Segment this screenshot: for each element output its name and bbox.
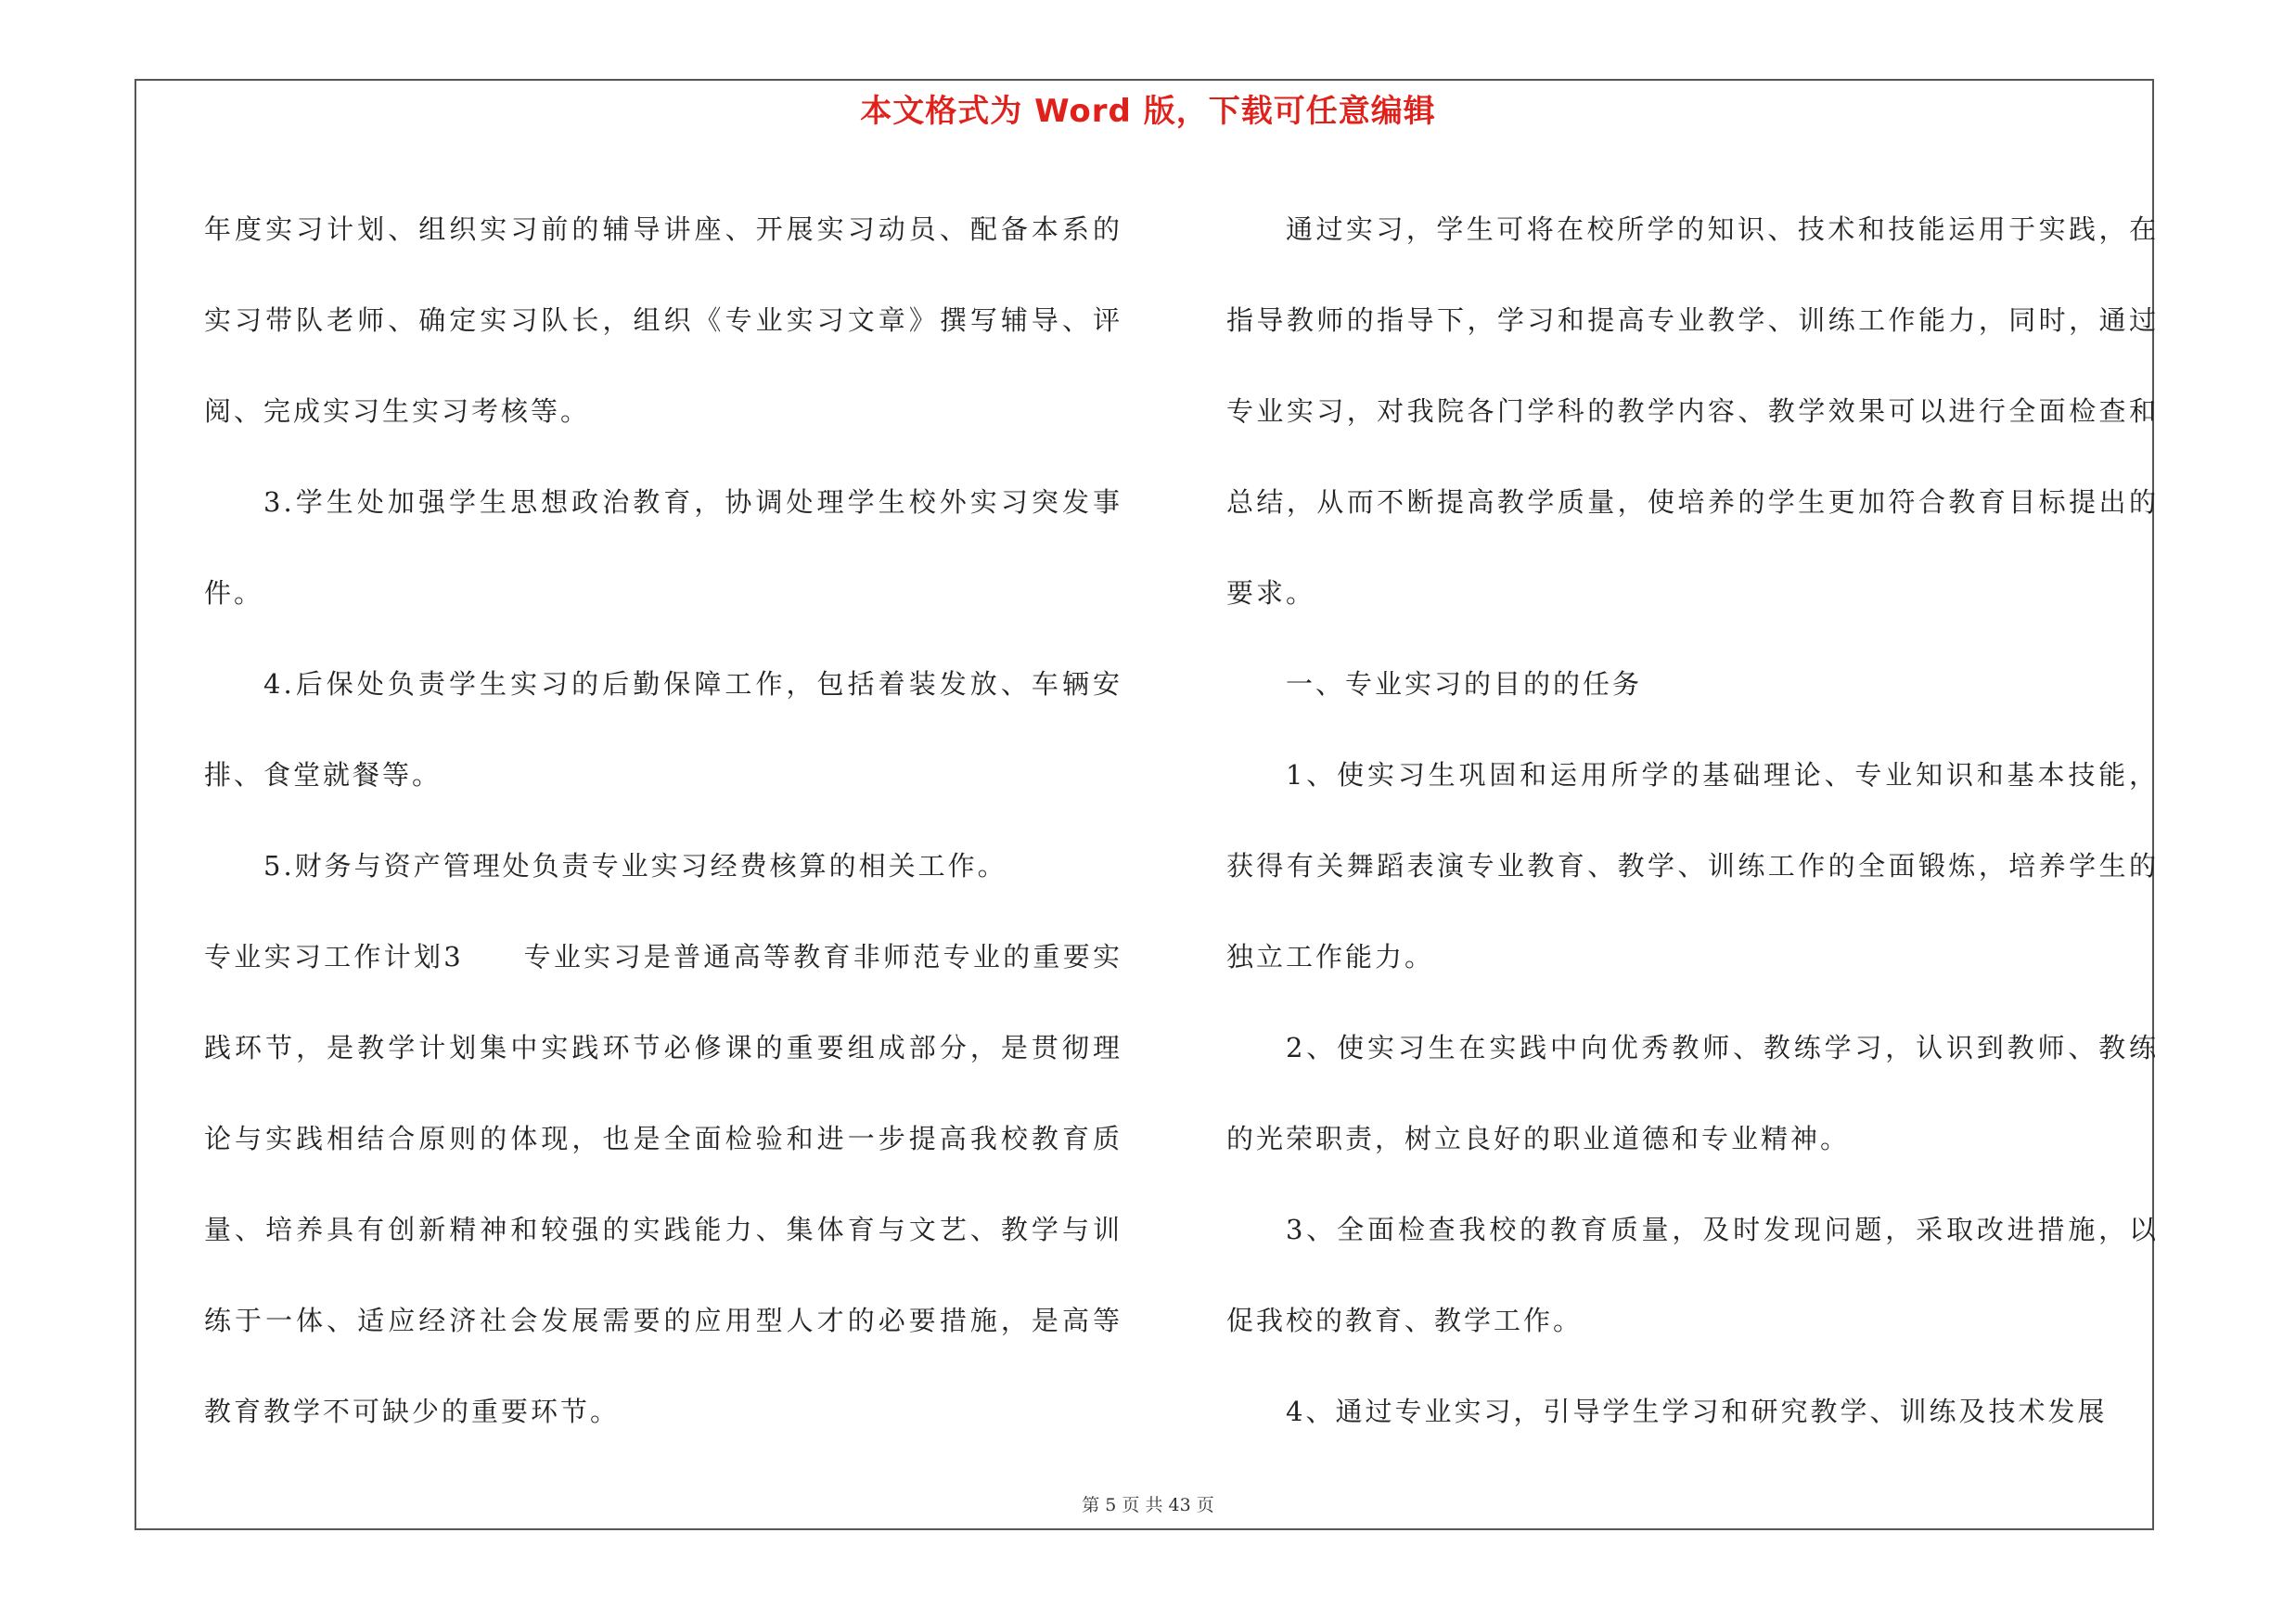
section-heading: 一、专业实习的目的的任务 (1286, 668, 1643, 700)
word-format-banner: 本文格式为 Word 版，下载可任意编辑 (860, 93, 1436, 130)
paragraph: 年度实习计划、组织实习前的辅导讲座、开展实习动员、配备本系的实习带队老师、确定实习队长，组织《专业实习文章》撰写辅导、评阅、完成实习生实习考核等。 (204, 213, 1122, 427)
paragraph: 专业实习工作计划3 专业实习是普通高等教育非师范专业的重要实践环节，是教学计划集中实践环节必修课的重要组成部分，是贯彻理论与实践相结合原则的体现，也是全面检验和进一步提高我校教育质量、培养具有创新精神和较强的实践能力、集体育与文艺、教学与训练于一体、适应经济社会发展需要的应用型人才的必要措施，是高等教育教学不可缺少的重要环节。 (204, 941, 1122, 1427)
paragraph: 2、使实习生在实践中向优秀教师、教练学习，认识到教师、教练的光荣职责，树立良好的职业道德和专业精神。 (1226, 1032, 2159, 1154)
left-column (204, 184, 1122, 1457)
paragraph: 通过实习，学生可将在校所学的知识、技术和技能运用于实践，在指导教师的指导下，学习和提高专业教学、训练工作能力，同时，通过专业实习，对我院各门学科的教学内容、教学效果可以进行全面检查和总结，从而不断提高教学质量，使培养的学生更加符合教育目标提出的要求。 (1226, 213, 2159, 609)
paragraph: 3.学生处加强学生思想政治教育，协调处理学生校外实习突发事件。 (204, 486, 1122, 609)
right-column (1226, 184, 2159, 1457)
paragraph: 4.后保处负责学生实习的后勤保障工作，包括着装发放、车辆安排、食堂就餐等。 (204, 668, 1122, 791)
page-number-footer: 第 5 页 共 43 页 (1082, 1495, 1214, 1515)
paragraph: 3、全面检查我校的教育质量，及时发现问题，采取改进措施，以促我校的教育、教学工作。 (1226, 1214, 2159, 1336)
paragraph: 4、通过专业实习，引导学生学习和研究教学、训练及技术发展 (1286, 1396, 2108, 1427)
paragraph: 1、使实习生巩固和运用所学的基础理论、专业知识和基本技能，获得有关舞蹈表演专业教育、教学、训练工作的全面锻炼，培养学生的独立工作能力。 (1226, 759, 2159, 973)
paragraph: 5.财务与资产管理处负责专业实习经费核算的相关工作。 (263, 850, 1007, 882)
